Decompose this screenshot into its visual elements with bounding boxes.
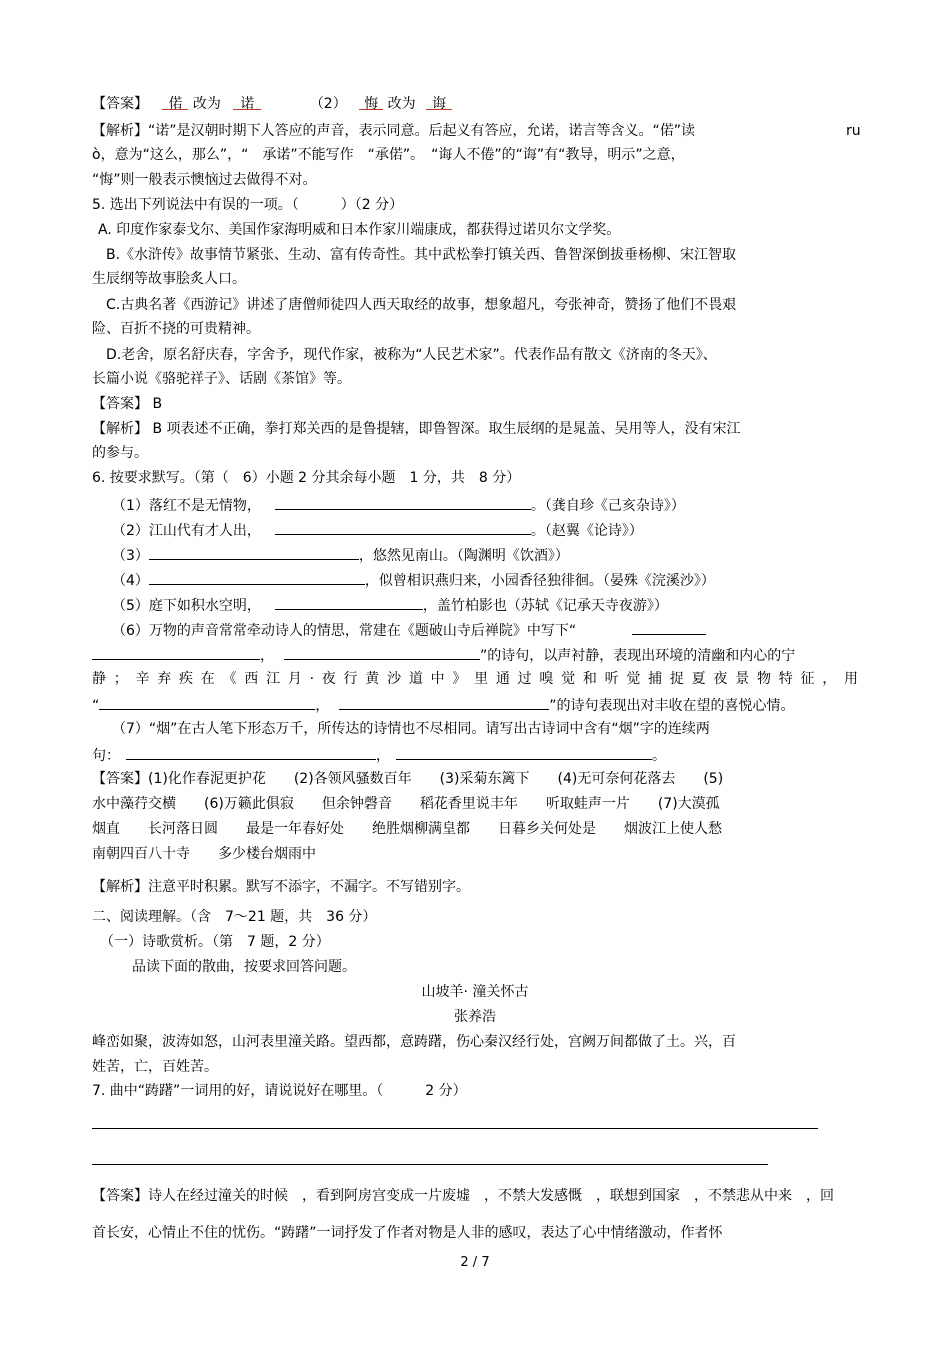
q5-option-c-line2: 险、百折不挠的可贵精神。 <box>92 321 260 337</box>
analysis4-line3: “悔”则一般表示懊恼过去做得不对。 <box>92 172 317 188</box>
q6-item-5-source: ，盖竹柏影也（苏轼《记承天寺夜游》） <box>422 598 668 614</box>
q6-item-7-line2: 句： ， 。 <box>92 745 666 765</box>
answer-label: 【答案】 <box>92 96 148 112</box>
q6-blank-7a[interactable] <box>126 745 376 760</box>
q6-item-7-label: 句： <box>92 748 120 764</box>
answer-blank-2: 诺 <box>233 95 261 110</box>
q6-item-2-source: 。（赵翼《论诗》） <box>530 523 643 539</box>
q6-answer-line4: 南朝四百八十寺 多少楼台烟雨中 <box>92 846 316 862</box>
q6-blank-6a[interactable] <box>632 620 706 635</box>
q5-answer: 【答案】 B <box>92 396 163 412</box>
analysis4-line2: ò，意为“这么，那么”，“ 承诺”不能写作 “承偌”。 “诲人不倦”的“诲”有“教导，明示”之意， <box>92 147 685 163</box>
q5-option-b-line2: 生辰纲等故事脍炙人口。 <box>92 271 246 287</box>
section2-title: 二、阅读理解。（含 7～21 题，共 36 分） <box>92 909 377 925</box>
q6-item-2-text: （2）江山代有才人出， <box>112 523 261 539</box>
q6-item-6-text-4: ”的诗句表现出对丰收在望的喜悦心情。 <box>549 698 795 714</box>
q6-blank-4[interactable] <box>149 570 365 585</box>
answer-blank-3: 悔 <box>359 95 383 110</box>
analysis4-line1-tail: ru <box>846 123 861 139</box>
q5-option-b-line1: B.《水浒传》故事情节紧张、生动、富有传奇性。其中武松拳打镇关西、鲁智深倒拔垂杨柳、宋江智取 <box>106 247 737 263</box>
q5-option-a: A. 印度作家泰戈尔、美国作家海明威和日本作家川端康成，都获得过诺贝尔文学奖。 <box>98 222 621 238</box>
change-text: 改为 <box>192 96 221 112</box>
section2-subtitle: （一）诗歌赏析。（第 7 题，2 分） <box>100 934 330 950</box>
q6-stem: 6. 按要求默写。（第（ 6）小题 2 分其余每小题 1 分，共 8 分） <box>92 470 521 486</box>
analysis4-line1: 【解析】“诺”是汉朝时期下人答应的声音，表示同意。后起义有答应，允诺，诺言等含义。“偌”读 <box>92 123 696 139</box>
q6-answer-line3: 烟直 长河落日圆 最是一年春好处 绝胜烟柳满皇都 日暮乡关何处是 烟波江上使人愁 <box>92 821 722 837</box>
q6-item-3-num: （3） <box>112 548 149 564</box>
answer-blank-4: 诲 <box>426 95 452 110</box>
q7-answer-rule-1[interactable] <box>92 1128 818 1129</box>
q6-blank-5[interactable] <box>275 595 423 610</box>
poem-line1: 峰峦如聚，波涛如怒，山河表里潼关路。望西都，意踌躇，伤心秦汉经行处，宫阙万间都做了土。兴，百 <box>92 1034 736 1050</box>
q5-option-d-line2: 长篇小说《骆驼祥子》、话剧《茶馆》等。 <box>92 371 351 387</box>
q7-answer-line1: 【答案】诗人在经过潼关的时候 ，看到阿房宫变成一片废墟 ，不禁大发感慨 ，联想到国家 ，不禁悲从中来 ，回 <box>92 1188 834 1204</box>
q5-option-d-line1: D.老舍，原名舒庆春，字舍予，现代作家，被称为“人民艺术家”。代表作品有散文《济南的冬天》、 <box>106 347 717 363</box>
change-text-2: 改为 <box>387 96 416 112</box>
q6-item-6-line2: ， ”的诗句，以声衬静，表现出环境的清幽和内心的宁 <box>92 645 795 665</box>
q7-answer-rule-2[interactable] <box>92 1164 768 1165</box>
q6-item-4 <box>112 570 715 590</box>
q6-item-7-line1: （7）“烟”在古人笔下形态万千，所传达的诗情也不尽相同。请写出古诗词中含有“烟”字的连续两 <box>112 721 710 737</box>
q6-answer-line1: 【答案】(1)化作春泥更护花 (2)各领风骚数百年 (3)采菊东篱下 (4)无可奈何花落去 (5) <box>92 771 724 787</box>
poem-line2: 姓苦，亡，百姓苦。 <box>92 1059 218 1075</box>
q6-item-7-end: 。 <box>652 748 666 764</box>
q6-item-5-text: （5）庭下如积水空明， <box>112 598 261 614</box>
q6-item-4-text: ，似曾相识燕归来，小园香径独徘徊。（晏殊《浣溪沙》） <box>364 573 715 589</box>
q7-stem: 7. 曲中“踌躇”一词用的好，请说说好在哪里。（ 2 分） <box>92 1083 467 1099</box>
q6-item-1-text: （1）落红不是无情物， <box>112 498 261 514</box>
q6-blank-6e[interactable] <box>339 695 549 710</box>
q6-blank-7b[interactable] <box>396 745 652 760</box>
answer4-line <box>92 95 452 113</box>
q5-option-c-line1: C.古典名著《西游记》讲述了唐僧师徒四人西天取经的故事，想象超凡，夸张神奇，赞扬了他们不畏艰 <box>106 297 737 313</box>
q6-item-6-text: （6）万物的声音常常牵动诗人的情思，常建在《题破山寺后禅院》中写下“ <box>112 623 577 639</box>
q5-stem: 5. 选出下列说法中有误的一项。（ ）（2 分） <box>92 197 404 213</box>
poem-title: 山坡羊· 潼关怀古 <box>421 984 529 1000</box>
q6-item-6-line1 <box>112 620 706 640</box>
q6-item-2 <box>112 520 643 540</box>
q5-analysis-line1: 【解析】 B 项表述不正确，拳打郑关西的是鲁提辖，即鲁智深。取生辰纲的是晁盖、吴用等人，没有宋江 <box>92 421 741 437</box>
q6-item-3 <box>112 545 569 565</box>
q6-item-1-source: 。（龚自珍《己亥杂诗》） <box>530 498 685 514</box>
q6-item-4-num: （4） <box>112 573 149 589</box>
q5-analysis-line2: 的参与。 <box>92 445 148 461</box>
q6-item-1 <box>112 495 685 515</box>
q6-blank-6c[interactable] <box>284 645 480 660</box>
poem-author: 张养浩 <box>454 1009 496 1025</box>
q6-item-5 <box>112 595 668 615</box>
q6-blank-6b[interactable] <box>92 645 260 660</box>
q7-answer-line2: 首长安，心情止不住的忧伤。“踌躇”一词抒发了作者对物是人非的感叹，表达了心中情绪激动，作者怀 <box>92 1225 723 1241</box>
page-number: 2 / 7 <box>460 1255 490 1270</box>
section2-intro: 品读下面的散曲，按要求回答问题。 <box>132 959 356 975</box>
q6-answer-line2: 水中藻荇交横 (6)万籁此俱寂 但余钟磬音 稻花香里说丰年 听取蛙声一片 (7)大漠孤 <box>92 796 720 812</box>
q6-blank-2[interactable] <box>275 520 531 535</box>
q6-blank-6d[interactable] <box>99 695 315 710</box>
q6-item-3-text: ，悠然见南山。（陶渊明《饮酒》） <box>358 548 569 564</box>
q6-blank-3[interactable] <box>149 545 359 560</box>
q6-item-6-text-2: ”的诗句，以声衬静，表现出环境的清幽和内心的宁 <box>480 648 796 664</box>
answer-num-2: （2） <box>309 96 347 112</box>
q6-item-6-line4: “ ， ”的诗句表现出对丰收在望的喜悦心情。 <box>92 695 795 715</box>
q6-blank-1[interactable] <box>275 495 531 510</box>
q6-item-6-line3: 静；辛弃疾在《西江月·夜行黄沙道中》里通过嗅觉和听觉捕捉夏夜景物特征，用 <box>92 671 858 687</box>
answer-blank-1: 偌 <box>162 95 188 110</box>
q6-analysis: 【解析】注意平时积累。默写不添字，不漏字。不写错别字。 <box>92 879 470 895</box>
